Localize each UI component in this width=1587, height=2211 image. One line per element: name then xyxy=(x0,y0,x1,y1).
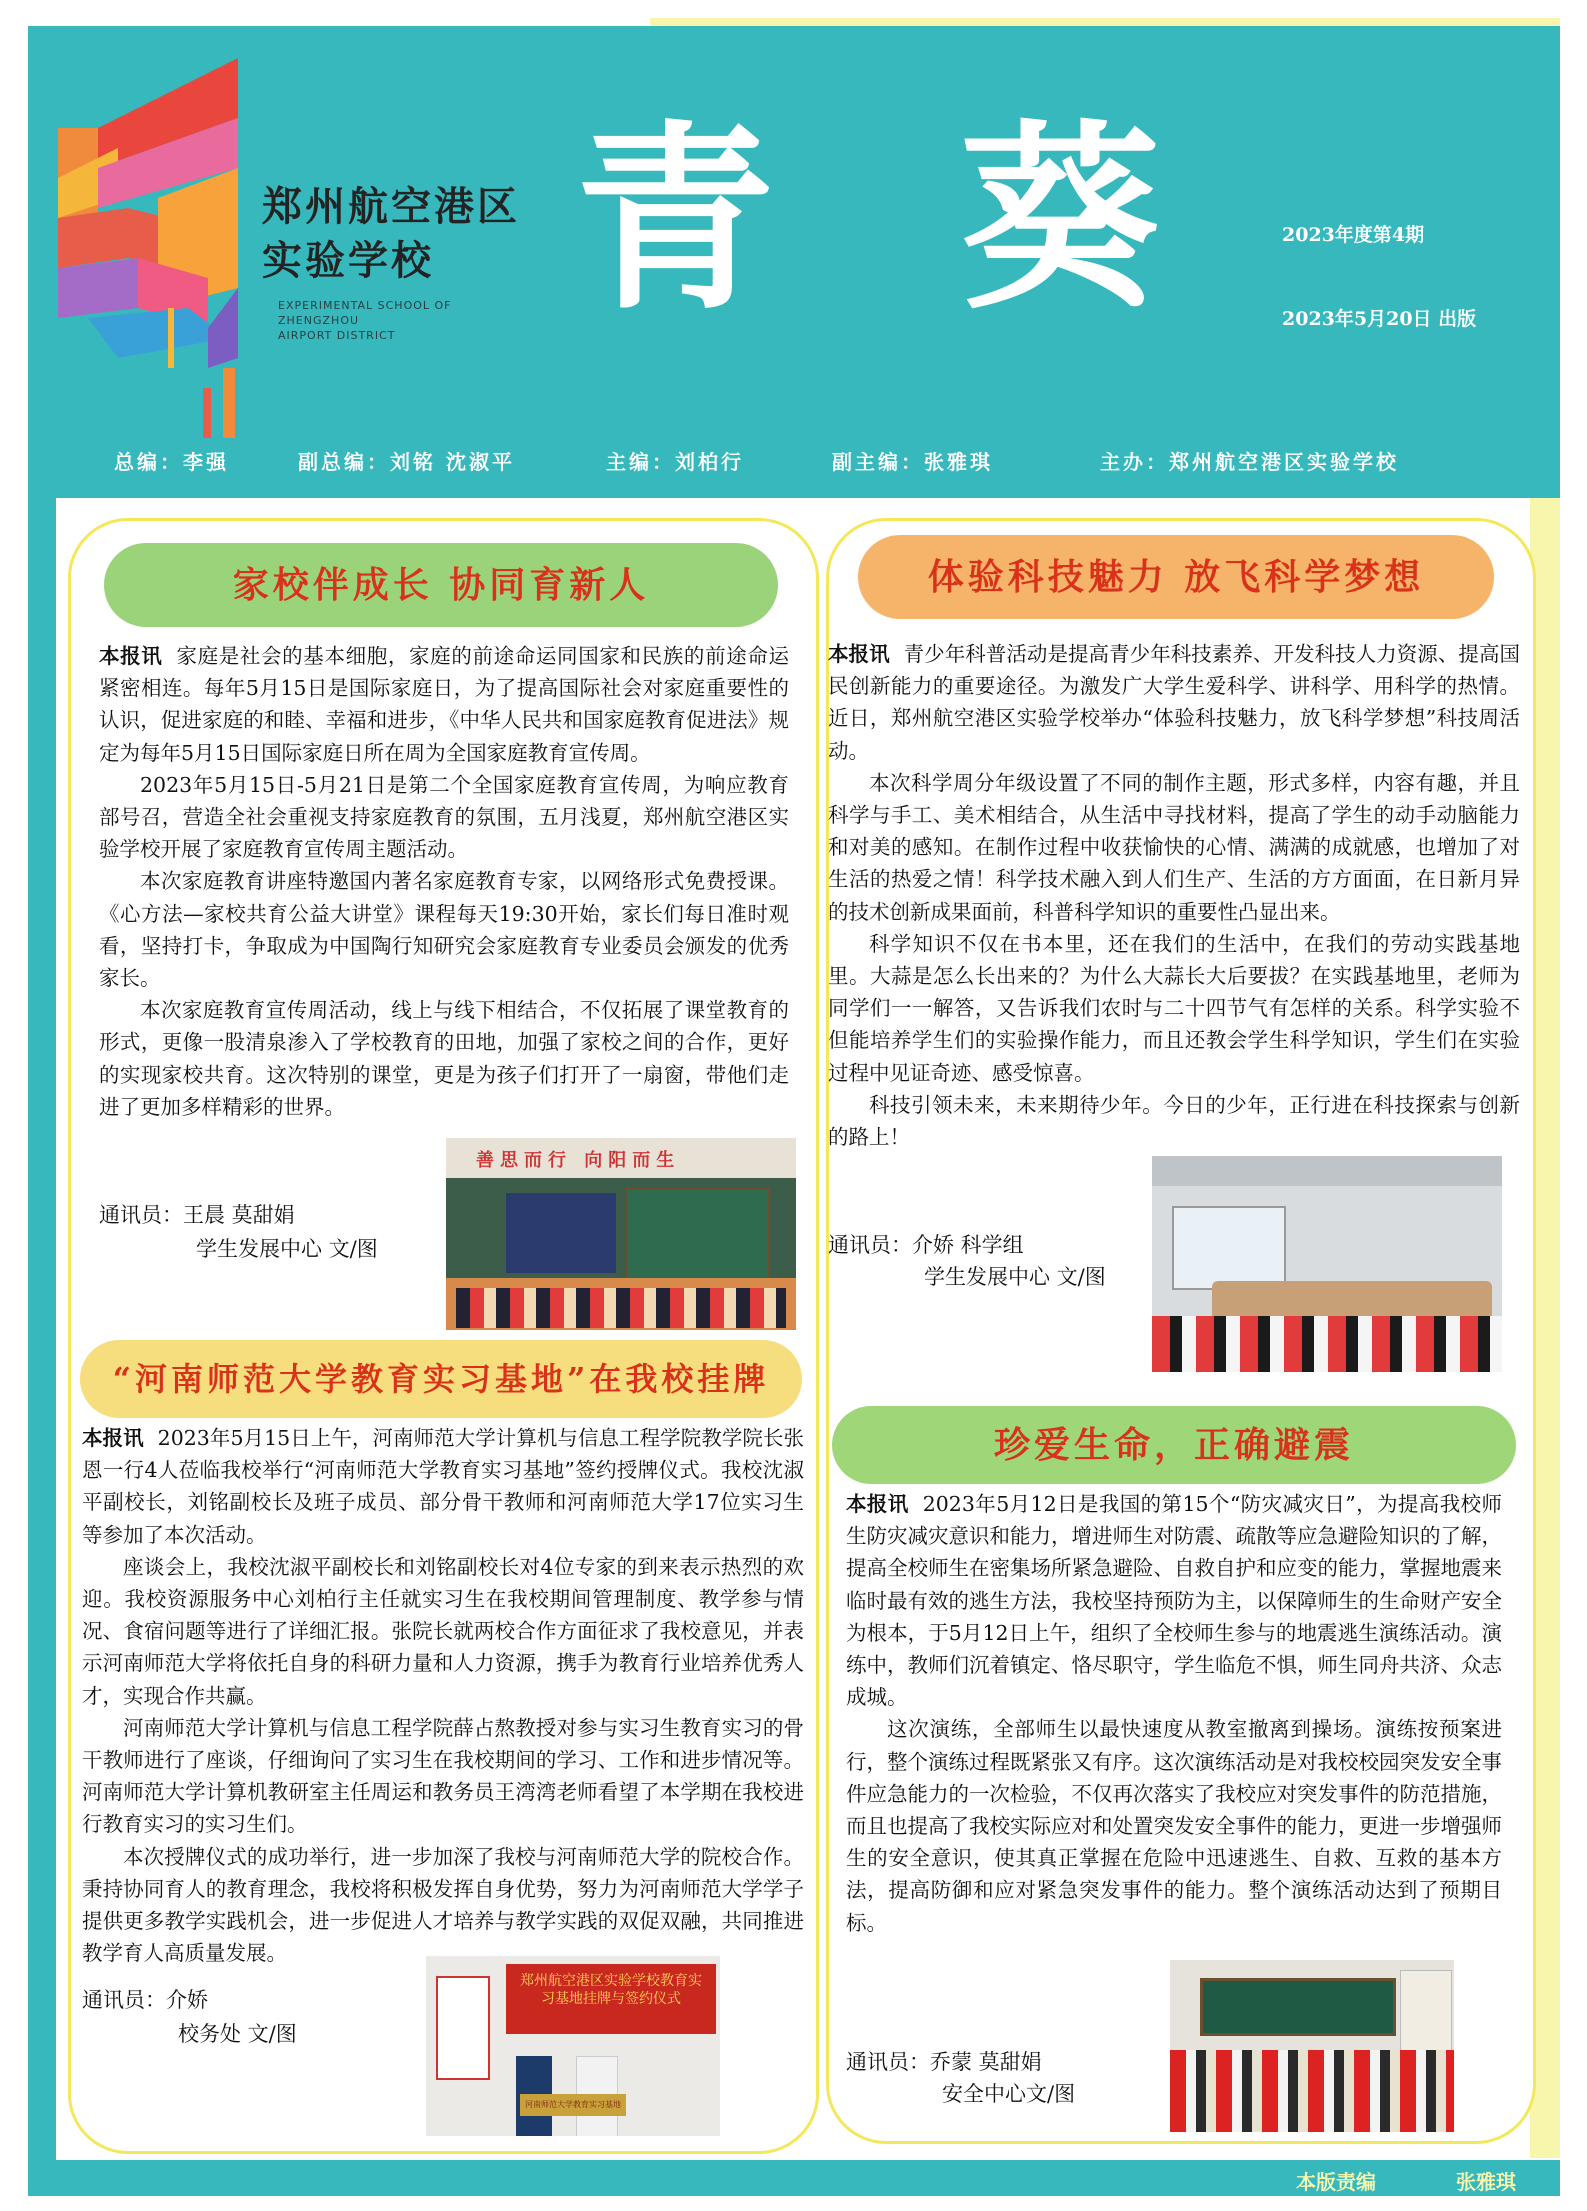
article-2-p2: 座谈会上，我校沈淑平副校长和刘铭副校长对4位专家的到来表示热烈的欢迎。我校资源服务中心刘柏行主任就实习生在我校期间管理制度、教学参与情况、食宿问题等进行了详细汇报。张院长就两校合作方面征求了我校意见，并表示河南师范大学将依托自身的科研力量和人力资源，携手为教育行业培养优秀人才，实现合作共赢。 xyxy=(82,1554,804,1708)
article-4-byline-2: 安全中心文/图 xyxy=(942,2082,1076,2106)
publish-date: 2023年5月20日 出版 xyxy=(1282,308,1477,330)
article-2-byline-2: 校务处 文/图 xyxy=(178,2022,297,2046)
school-name-line-2: 实验学校 xyxy=(262,237,434,284)
article-3-p1: 青少年科普活动是提高青少年科技素养、开发科技人力资源、提高国民创新能力的重要途径。为激发广大学生爱科学、讲科学、用科学的热情。近日，郑州航空港区实验学校举办“体验科技魅力，放飞科学梦想”科技周活动。 xyxy=(828,642,1520,763)
article-3-byline-2: 学生发展中心 文/图 xyxy=(924,1265,1106,1289)
article-1-p1: 家庭是社会的基本细胞，家庭的前途命运同国家和民族的前途命运紧密相连。每年5月15日是国际家庭日，为了提高国际社会对家庭重要性的认识，促进家庭的和睦、幸福和进步，《中华人民共和国家庭教育促进法》规定为每年5月15日国际家庭日所在周为全国家庭教育宣传周。 xyxy=(99,644,790,765)
school-en-line-2: ZHENGZHOU xyxy=(278,314,360,327)
school-logo-icon xyxy=(58,58,258,438)
article-2-photo-plaque: 河南师范大学教育实习基地 xyxy=(520,2094,626,2116)
school-name-chinese xyxy=(262,180,522,288)
article-1-p3: 本次家庭教育讲座特邀国内著名家庭教育专家，以网络形式免费授课。《心方法—家校共育公益大讲堂》课程每天19:30开始，家长们每日准时观看，坚持打卡，争取成为中国陶行知研究会家庭教育专业委员会颁发的优秀家长。 xyxy=(99,869,789,991)
article-1-photo xyxy=(446,1138,796,1330)
article-2-body xyxy=(82,1422,804,1969)
article-1-byline-2: 学生发展中心 文/图 xyxy=(196,1237,378,1261)
article-2-photo-banner: 郑州航空港区实验学校教育实习基地挂牌与签约仪式 xyxy=(506,1964,716,2034)
article-2-p4: 本次授牌仪式的成功举行，进一步加深了我校与河南师范大学的院校合作。秉持协同育人的教育理念，我校将积极发挥自身优势，努力为河南师范大学学子提供更多教学实践机会，进一步促进人才培养与教学实践的双促双融，共同推进教学育人高质量发展。 xyxy=(82,1844,804,1966)
article-3-p3: 科学知识不仅在书本里，还在我们的生活中，在我们的劳动实践基地里。大蒜是怎么长出来的？为什么大蒜长大后要拔？在实践基地里，老师为同学们一一解答，又告诉我们农时与二十四节气有怎样的关系。科学实验不但能培养学生们的实验操作能力，而且还教会学生科学知识，学生们在实验过程中见证奇迹、感受惊喜。 xyxy=(828,931,1520,1085)
article-3-title: 体验科技魅力 放飞科学梦想 xyxy=(858,535,1494,619)
article-3-p4: 科技引领未来，未来期待少年。今日的少年，正行进在科技探索与创新的路上！ xyxy=(828,1092,1520,1150)
masthead-title-char-1: 青 xyxy=(575,102,776,337)
school-en-line-1: EXPERIMENTAL SCHOOL OF xyxy=(278,299,452,312)
footer-editor-name: 张雅琪 xyxy=(1456,2170,1516,2194)
school-en-line-3: AIRPORT DISTRICT xyxy=(278,329,396,342)
article-3-byline-1: 通讯员：介娇 科学组 xyxy=(828,1233,1024,1257)
article-4-lead: 本报讯 xyxy=(846,1492,909,1516)
article-1-photo-banner: 善思而行 向阳而生 xyxy=(476,1150,681,1171)
article-4-byline-1: 通讯员：乔蒙 莫甜娟 xyxy=(846,2050,1042,2074)
article-1-body xyxy=(99,640,789,1123)
school-name-line-1: 郑州航空港区 xyxy=(262,183,520,230)
article-4-p2: 这次演练，全部师生以最快速度从教室撤离到操场。演练按预案进行，整个演练过程既紧张又有序。这次演练活动是对我校校园突发安全事件应急能力的一次检验，不仅再次落实了我校应对突发事件的防范措施，而且也提高了我校实际应对和处置突发安全事件的能力，更进一步增强师生的安全意识，使其真正掌握在危险中迅速逃生、自救、互救的基本方法，提高防御和应对紧急突发事件的能力。整个演练活动达到了预期目标。 xyxy=(846,1717,1502,1935)
chief-editor: 总编：李强 xyxy=(114,450,229,474)
article-3-lead: 本报讯 xyxy=(828,642,890,666)
issue-number: 2023年度第4期 xyxy=(1282,224,1425,246)
article-4-title: 珍爱生命，正确避震 xyxy=(832,1406,1516,1484)
article-4-photo xyxy=(1170,1960,1454,2132)
masthead-title-char-2: 葵 xyxy=(960,102,1161,337)
article-1-title: 家校伴成长 协同育新人 xyxy=(104,543,778,627)
article-3-body xyxy=(828,638,1520,1153)
article-1-lead: 本报讯 xyxy=(99,644,163,668)
article-1-byline-1: 通讯员：王晨 莫甜娟 xyxy=(99,1203,295,1227)
article-4-p1: 2023年5月12日是我国的第15个“防灾减灾日”，为提高我校师生防灾减灾意识和能力，增进师生对防震、疏散等应急避险知识的了解，提高全校师生在密集场所紧急避险、自救自护和应变的能力，掌握地震来临时最有效的逃生方法，我校坚持预防为主，以保障师生的生命财产安全为根本，于5月12日上午，组织了全校师生参与的地震逃生演练活动。演练中，教师们沉着镇定、恪尽职守，学生临危不惧，师生同舟共济、众志成城。 xyxy=(846,1492,1503,1710)
editor: 主编：刘柏行 xyxy=(606,450,744,474)
article-2-title: “河南师范大学教育实习基地”在我校挂牌 xyxy=(80,1340,802,1418)
left-teal-stripe xyxy=(28,498,56,2191)
publisher: 主办：郑州航空港区实验学校 xyxy=(1100,450,1399,474)
article-3-p2: 本次科学周分年级设置了不同的制作主题，形式多样，内容有趣，并且科学与手工、美术相结合，从生活中寻找材料，提高了学生的动手动脑能力和对美的感知。在制作过程中收获愉快的心情、满满的成就感，也增加了对生活的热爱之情！科学技术融入到人们生产、生活的方方面面，在日新月异的技术创新成果面前，科普科学知识的重要性凸显出来。 xyxy=(828,770,1520,924)
article-2-photo xyxy=(426,1956,720,2136)
deputy-chief-editor: 副总编：刘铭 沈淑平 xyxy=(298,450,515,474)
footer-editor-label: 本版责编 xyxy=(1296,2170,1376,2194)
article-2-byline-1: 通讯员：介娇 xyxy=(82,1988,208,2012)
school-name-english xyxy=(278,298,498,343)
article-1-p4: 本次家庭教育宣传周活动，线上与线下相结合，不仅拓展了课堂教育的形式，更像一股清泉渗入了学校教育的田地，加强了家校之间的合作，更好的实现家校共育。这次特别的课堂，更是为孩子们打开了一扇窗，带他们走进了更加多样精彩的世界。 xyxy=(99,998,789,1119)
article-4-body xyxy=(846,1488,1502,1939)
article-2-p3: 河南师范大学计算机与信息工程学院薛占熬教授对参与实习生教育实习的骨干教师进行了座谈，仔细询问了实习生在我校期间的学习、工作和进步情况等。河南师范大学计算机教研室主任周运和教务员王湾湾老师看望了本学期在我校进行教育实习的实习生们。 xyxy=(82,1715,804,1837)
article-1-p2: 2023年5月15日-5月21日是第二个全国家庭教育宣传周，为响应教育部号召，营造全社会重视支持家庭教育的氛围，五月浅夏，郑州航空港区实验学校开展了家庭教育宣传周主题活动。 xyxy=(99,772,789,862)
article-2-lead: 本报讯 xyxy=(82,1426,144,1450)
deputy-editor: 副主编：张雅琪 xyxy=(832,450,993,474)
article-2-p1: 2023年5月15日上午，河南师范大学计算机与信息工程学院教学院长张恩一行4人莅临我校举行“河南师范大学教育实习基地”签约授牌仪式。我校沈淑平副校长，刘铭副校长及班子成员、部分骨干教师和河南师范大学17位实习生等参加了本次活动。 xyxy=(82,1426,804,1547)
article-3-photo xyxy=(1152,1156,1502,1372)
